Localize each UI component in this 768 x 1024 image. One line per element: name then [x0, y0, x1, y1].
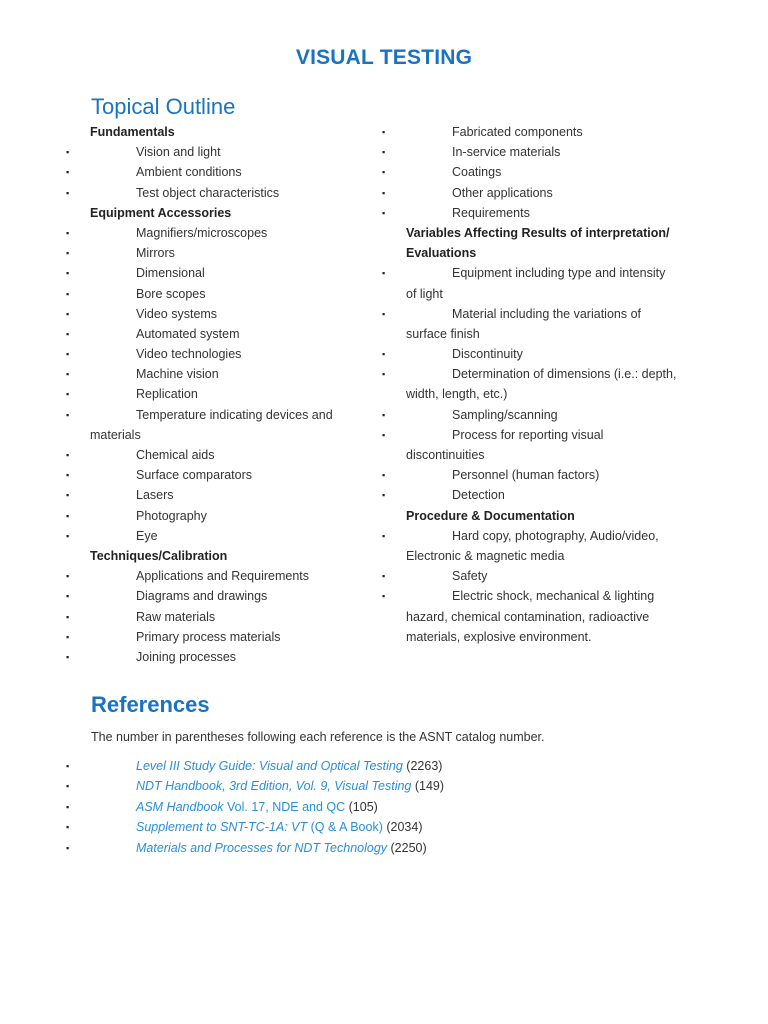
- bullet-icon: ▪: [382, 429, 386, 440]
- reference-title-link[interactable]: ASM Handbook: [136, 799, 224, 814]
- bullet-icon: ▪: [66, 288, 70, 299]
- outline-item-label: Electric shock, mechanical & lighting: [452, 589, 655, 604]
- page-title: VISUAL TESTING: [295, 46, 473, 69]
- outline-item: [63, 284, 348, 304]
- outline-item: [63, 627, 348, 647]
- outline-item: [63, 506, 348, 526]
- outline-item-continuation: [379, 627, 679, 647]
- bullet-icon: ▪: [66, 268, 70, 279]
- bullet-icon: ▪: [382, 530, 386, 541]
- reference-catalog-number: (105): [345, 799, 378, 814]
- bullet-icon: ▪: [382, 349, 386, 360]
- reference-body: [136, 776, 444, 796]
- bullet-icon: ▪: [66, 470, 70, 481]
- bullet-icon: ▪: [66, 822, 70, 833]
- bullet-icon: ▪: [382, 490, 386, 501]
- outline-item-label: Automated system: [136, 326, 240, 341]
- outline-subheading-label: Procedure & Documentation: [406, 508, 575, 523]
- bullet-icon: ▪: [66, 450, 70, 460]
- reference-catalog-number: (149): [411, 779, 445, 794]
- outline-subheading-label: Techniques/Calibration: [90, 548, 228, 563]
- bullet-icon: ▪: [382, 571, 386, 582]
- bullet-icon: ▪: [66, 490, 70, 501]
- outline-item-continuation: [63, 425, 348, 445]
- outline-item: [63, 607, 348, 627]
- outline-item-label: Chemical aids: [136, 448, 215, 462]
- reference-body: [136, 797, 378, 817]
- outline-item-label: Ambient conditions: [136, 165, 242, 180]
- bullet-icon: ▪: [382, 409, 386, 420]
- reference-catalog-number: (2263): [402, 759, 443, 773]
- bullet-icon: ▪: [66, 167, 70, 178]
- bullet-icon: ▪: [382, 308, 386, 319]
- bullet-icon: ▪: [66, 369, 70, 380]
- outline-item-label: Other applications: [452, 185, 553, 200]
- reference-title-link[interactable]: Supplement to SNT-TC-1A: VT: [136, 820, 308, 835]
- outline-subheading: [379, 243, 679, 263]
- outline-item-label: Material including the variations of: [452, 306, 641, 321]
- outline-item-label: Electronic & magnetic media: [406, 548, 565, 563]
- reference-title-link[interactable]: Materials and Processes for NDT Technology: [136, 840, 388, 855]
- outline-item: [63, 304, 348, 324]
- outline-item-continuation: [379, 546, 679, 566]
- outline-item: [379, 485, 679, 505]
- outline-item: [63, 324, 348, 344]
- outline-item: [379, 142, 679, 162]
- bullet-icon: ▪: [66, 591, 70, 602]
- outline-item: [379, 162, 679, 182]
- bullet-icon: ▪: [66, 147, 70, 158]
- bullet-icon: ▪: [382, 268, 386, 279]
- outline-item-label: materials: [90, 427, 141, 442]
- references-heading: References: [91, 692, 210, 717]
- outline-item: [379, 183, 679, 203]
- outline-item-label: Process for reporting visual: [452, 427, 604, 442]
- bullet-icon: ▪: [66, 651, 70, 662]
- outline-item: [63, 445, 348, 465]
- bullet-icon: ▪: [66, 611, 70, 622]
- outline-item-label: Photography: [136, 508, 207, 523]
- bullet-icon: ▪: [66, 248, 70, 259]
- bullet-icon: ▪: [66, 227, 70, 238]
- bullet-icon: ▪: [66, 530, 70, 541]
- outline-item-label: Machine vision: [136, 367, 219, 382]
- outline-item-label: Dimensional: [136, 266, 205, 281]
- bullet-icon: ▪: [66, 328, 70, 339]
- reference-catalog-number: (2034): [382, 820, 423, 835]
- outline-item-label: of light: [406, 286, 443, 301]
- bullet-icon: ▪: [382, 470, 386, 481]
- bullet-icon: ▪: [66, 761, 70, 771]
- outline-item: [379, 566, 679, 586]
- outline-item: [63, 263, 348, 283]
- outline-item-label: materials, explosive environment.: [406, 629, 592, 644]
- reference-body: [136, 817, 422, 837]
- outline-item-label: surface finish: [406, 326, 480, 341]
- outline-item-label: width, length, etc.): [406, 387, 508, 402]
- outline-item-continuation: [379, 324, 679, 344]
- bullet-icon: ▪: [66, 389, 70, 400]
- outline-item-label: Requirements: [452, 205, 530, 220]
- bullet-icon: ▪: [66, 187, 70, 198]
- outline-subheading: [63, 122, 348, 142]
- outline-item: [379, 586, 679, 606]
- outline-item-label: Replication: [136, 387, 198, 402]
- outline-item-label: Video systems: [136, 306, 218, 321]
- outline-subheading: [63, 546, 348, 566]
- outline-item-label: Eye: [136, 528, 158, 543]
- outline-item-label: Vision and light: [136, 145, 221, 160]
- outline-item-label: Coatings: [452, 165, 502, 180]
- outline-item-continuation: [379, 284, 679, 304]
- outline-item: [63, 485, 348, 505]
- bullet-icon: ▪: [66, 409, 70, 420]
- outline-item-label: Equipment including type and intensity: [452, 266, 666, 281]
- reference-body: [136, 756, 442, 776]
- outline-item-label: hazard, chemical contamination, radioactive: [406, 609, 650, 624]
- outline-subheading: [379, 506, 679, 526]
- outline-item-label: Temperature indicating devices and: [136, 407, 333, 422]
- outline-item: [63, 364, 348, 384]
- outline-item: [63, 586, 348, 606]
- outline-item: [379, 344, 679, 364]
- outline-item: [63, 344, 348, 364]
- outline-item: [379, 405, 679, 425]
- outline-item-label: Fabricated components: [452, 125, 583, 139]
- outline-item: [63, 384, 348, 404]
- outline-item: [63, 405, 348, 425]
- reference-detail-link[interactable]: Vol. 17, NDE and QC: [223, 799, 346, 814]
- outline-item: [379, 203, 679, 223]
- bullet-icon: ▪: [382, 127, 386, 137]
- outline-item-label: Detection: [452, 488, 505, 503]
- bullet-icon: ▪: [66, 781, 70, 792]
- reference-title-link[interactable]: NDT Handbook, 3rd Edition, Vol. 9, Visual Testing: [136, 779, 412, 794]
- outline-item: [379, 364, 679, 384]
- bullet-icon: ▪: [382, 591, 386, 602]
- bullet-icon: ▪: [66, 631, 70, 642]
- outline-item: [63, 566, 348, 586]
- bullet-icon: ▪: [66, 842, 70, 853]
- bullet-icon: ▪: [66, 801, 70, 812]
- outline-item-continuation: [379, 445, 679, 465]
- outline-item-label: In-service materials: [452, 145, 561, 160]
- outline-item-label: Diagrams and drawings: [136, 589, 268, 604]
- bullet-icon: ▪: [66, 308, 70, 319]
- outline-item: [63, 465, 348, 485]
- outline-item: [379, 465, 679, 485]
- bullet-icon: ▪: [382, 369, 386, 380]
- outline-item-label: Test object characteristics: [136, 185, 280, 200]
- outline-item-label: discontinuities: [406, 448, 485, 462]
- outline-subheading: [379, 223, 679, 243]
- outline-item: [63, 183, 348, 203]
- outline-item: [379, 304, 679, 324]
- outline-item: [63, 526, 348, 546]
- reference-body: [136, 838, 427, 858]
- outline-subheading-label: Evaluations: [406, 246, 477, 261]
- bullet-icon: ▪: [382, 207, 386, 218]
- outline-subheading-label: Fundamentals: [90, 125, 175, 139]
- outline-item-label: Surface comparators: [136, 468, 253, 483]
- outline-item-label: Hard copy, photography, Audio/video,: [452, 528, 659, 543]
- bullet-icon: ▪: [382, 167, 386, 178]
- bullet-icon: ▪: [382, 187, 386, 198]
- outline-item-label: Raw materials: [136, 609, 216, 624]
- references-intro: The number in parentheses following each reference is the ASNT catalog number.: [91, 730, 545, 744]
- outline-item-label: Magnifiers/microscopes: [136, 225, 268, 240]
- outline-item: [379, 526, 679, 546]
- outline-subheading-label: Variables Affecting Results of interpretation/: [406, 225, 670, 240]
- reference-catalog-number: (2250): [387, 840, 427, 855]
- outline-item-label: Applications and Requirements: [136, 569, 310, 584]
- bullet-icon: ▪: [66, 510, 70, 521]
- outline-item-continuation: [379, 384, 679, 404]
- outline-item: [63, 162, 348, 182]
- outline-subheading-label: Equipment Accessories: [90, 205, 232, 220]
- outline-item: [63, 647, 348, 667]
- bullet-icon: ▪: [382, 147, 386, 158]
- reference-detail-link[interactable]: (Q & A Book): [307, 820, 383, 835]
- outline-item-label: Video technologies: [136, 347, 242, 362]
- outline-item-label: Lasers: [136, 488, 174, 503]
- outline-item: [63, 243, 348, 263]
- outline-item-label: Discontinuity: [452, 347, 523, 362]
- outline-item-label: Primary process materials: [136, 629, 281, 644]
- outline-item-continuation: [379, 607, 679, 627]
- outline-item-label: Mirrors: [136, 246, 175, 261]
- outline-item: [63, 223, 348, 243]
- outline-item: [63, 142, 348, 162]
- outline-item: [379, 425, 679, 445]
- outline-item-label: Determination of dimensions (i.e.: depth,: [452, 367, 677, 382]
- outline-item-label: Safety: [452, 569, 488, 584]
- outline-left-column: [63, 122, 348, 667]
- bullet-icon: ▪: [66, 349, 70, 360]
- outline-item-label: Bore scopes: [136, 286, 206, 301]
- outline-item: [379, 263, 679, 283]
- outline-item: [379, 122, 679, 142]
- outline-subheading: [63, 203, 348, 223]
- outline-item-label: Personnel (human factors): [452, 468, 600, 483]
- outline-item-label: Joining processes: [136, 649, 237, 664]
- outline-item-label: Sampling/scanning: [452, 407, 558, 422]
- outline-right-column: [379, 122, 679, 647]
- reference-title-link[interactable]: Level III Study Guide: Visual and Optical Testing: [136, 759, 403, 773]
- topical-outline-heading: Topical Outline: [91, 94, 236, 119]
- bullet-icon: ▪: [66, 571, 70, 582]
